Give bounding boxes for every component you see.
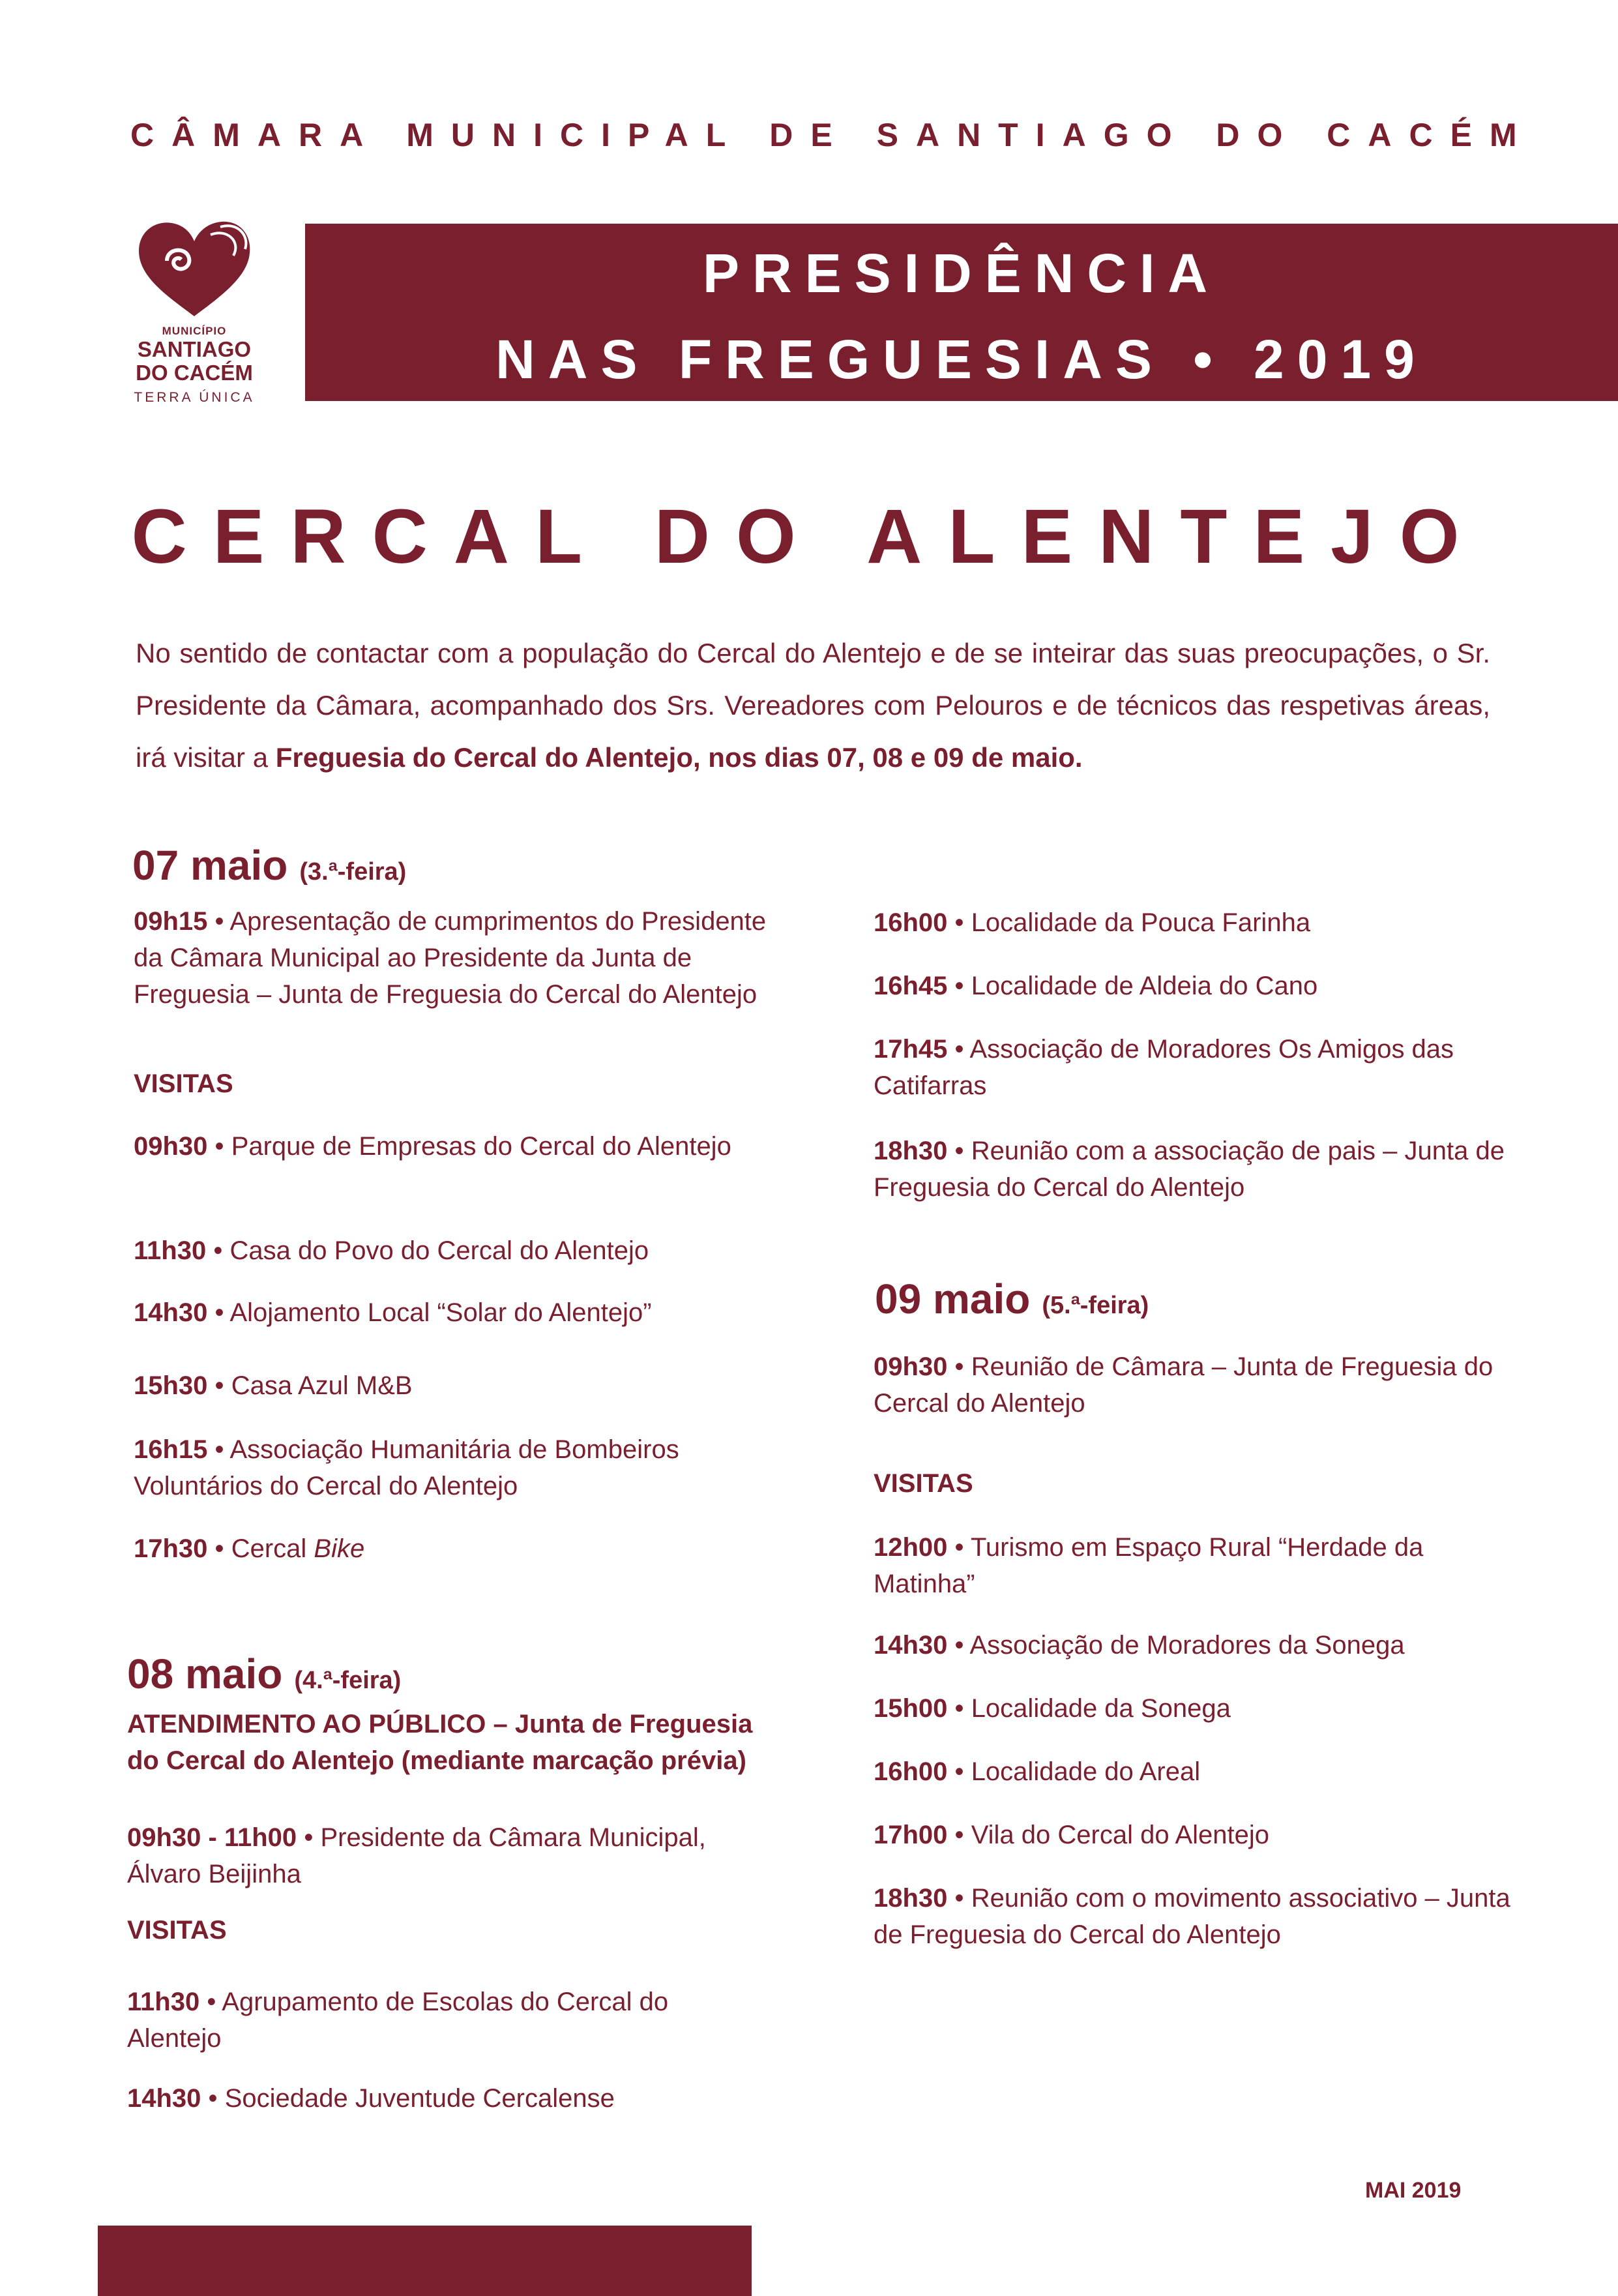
schedule-item: 16h00 • Localidade da Pouca Farinha: [874, 908, 1311, 937]
schedule-item: 17h30 • Cercal Bike: [134, 1534, 365, 1563]
schedule-item: 14h30 • Alojamento Local “Solar do Alentejo”: [134, 1298, 652, 1327]
logo-line-2: SANTIAGO: [137, 337, 252, 361]
day-2-weekday: (4.ª-feira): [294, 1667, 402, 1694]
locality-title: CERCAL DO ALENTEJO: [131, 494, 1486, 580]
schedule-item: 17h00 • Vila do Cercal do Alentejo: [874, 1821, 1270, 1849]
footer-date: MAI 2019: [1365, 2178, 1462, 2203]
schedule-item: 18h30 • Reunião com a associação de pais – Junta de Freguesia do Cercal do Alentejo: [874, 1137, 1505, 1202]
schedule-item: 11h30 • Casa do Povo do Cercal do Alentejo: [134, 1236, 649, 1265]
schedule-item: 16h15 • Associação Humanitária de Bombeiros Voluntários do Cercal do Alentejo: [134, 1435, 679, 1500]
institution-title: CÂMARA MUNICIPAL DE SANTIAGO DO CACÉM: [130, 117, 1535, 153]
day-1-weekday: (3.ª-feira): [299, 858, 407, 886]
schedule-item: 15h00 • Localidade da Sonega: [874, 1694, 1231, 1723]
visits-label: VISITAS: [134, 1069, 233, 1098]
schedule-item: 11h30 • Agrupamento de Escolas do Cercal do Alentejo: [127, 1988, 669, 2053]
logo-line-1: MUNICÍPIO: [162, 325, 227, 337]
banner-line-1: PRESIDÊNCIA: [702, 243, 1221, 304]
banner-line-2: NAS FREGUESIAS • 2019: [495, 329, 1428, 390]
day-1-heading: [132, 841, 406, 889]
municipality-logo: [129, 215, 259, 411]
visits-label: VISITAS: [127, 1916, 227, 1945]
schedule-item: 18h30 • Reunião com o movimento associativo – Junta de Freguesia do Cercal do Alentejo: [874, 1884, 1510, 1949]
schedule-item: 16h00 • Localidade do Areal: [874, 1757, 1201, 1786]
schedule-item: 16h45 • Localidade de Aldeia do Cano: [874, 972, 1318, 1000]
day-3-heading: [875, 1275, 1149, 1323]
day-3-weekday: (5.ª-feira): [1042, 1292, 1149, 1319]
title-banner: [305, 224, 1618, 401]
visits-label: VISITAS: [874, 1469, 973, 1498]
schedule-item: 09h30 • Parque de Empresas do Cercal do Alentejo: [134, 1132, 731, 1161]
public-attendance: ATENDIMENTO AO PÚBLICO – Junta de Freguesia do Cercal do Alentejo (mediante marcação prévia): [127, 1710, 753, 1775]
schedule-item: 09h30 - 11h00 • Presidente da Câmara Municipal, Álvaro Beijinha: [127, 1823, 706, 1888]
day-2-heading: [127, 1650, 401, 1698]
day-3-date: 09 maio: [875, 1275, 1031, 1322]
schedule-item: 15h30 • Casa Azul M&B: [134, 1371, 413, 1400]
schedule-item: 12h00 • Turismo em Espaço Rural “Herdade da Matinha”: [874, 1533, 1424, 1598]
schedule-item: 09h30 • Reunião de Câmara – Junta de Freguesia do Cercal do Alentejo: [874, 1352, 1493, 1418]
logo-line-4: TERRA ÚNICA: [134, 390, 255, 405]
day-1-date: 07 maio: [132, 842, 288, 889]
day-2-date: 08 maio: [127, 1650, 283, 1697]
schedule-item: 17h45 • Associação de Moradores Os Amigos das Catifarras: [874, 1035, 1454, 1100]
intro-bold: Freguesia do Cercal do Alentejo, nos dias 07, 08 e 09 de maio.: [275, 742, 1083, 773]
intro-paragraph: [136, 627, 1490, 784]
logo-line-3: DO CACÉM: [136, 361, 253, 385]
schedule-item: 09h15 • Apresentação de cumprimentos do Presidente da Câmara Municipal ao Presidente da Junta de Freguesia – Junta de Freguesia do Cercal do Alentejo: [134, 907, 767, 1009]
intro-text: No sentido de contactar com a população do Cercal do Alentejo e de se inteirar das suas preocupações, o Sr. Presidente da Câmara, acompanhado dos Srs. Vereadores com Pelouros e de técnicos das respetivas áreas, irá visitar a: [136, 638, 1490, 773]
heart-spiral-logo-icon: [129, 215, 259, 320]
footer-bar: [98, 2226, 752, 2296]
schedule-item: 14h30 • Associação de Moradores da Sonega: [874, 1631, 1405, 1660]
schedule-item: 14h30 • Sociedade Juventude Cercalense: [127, 2084, 615, 2113]
